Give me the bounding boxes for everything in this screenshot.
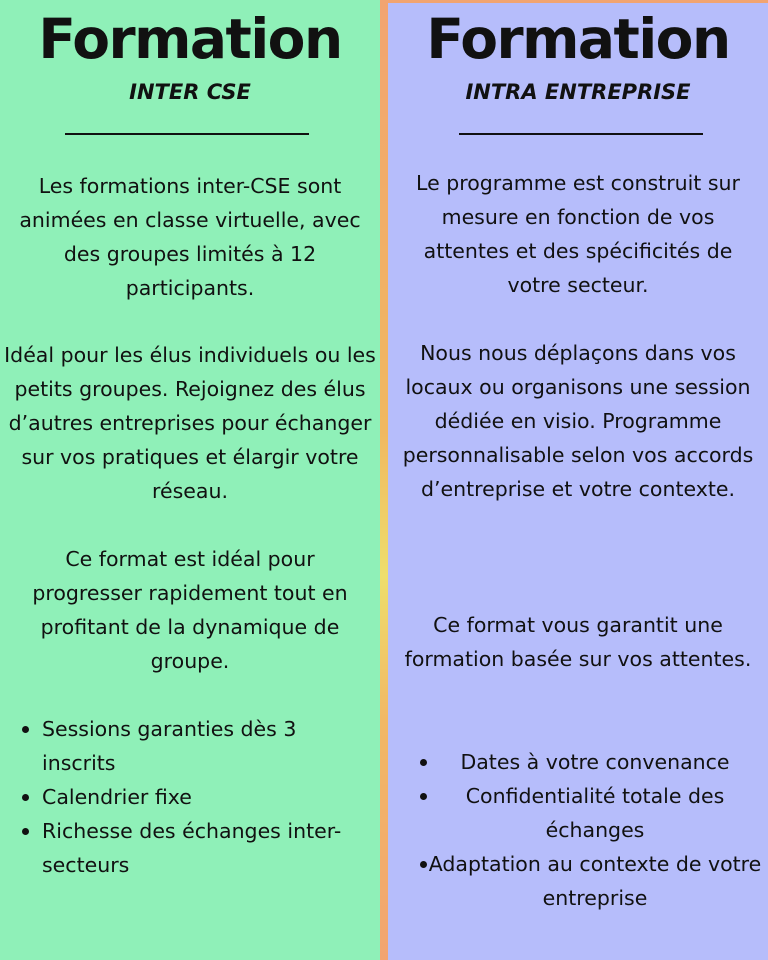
intra-entreprise-paragraph-3: Ce format vous garantit une formation basée sur vos attentes. [404,613,752,671]
intra-entreprise-paragraph-1: Le programme est construit sur mesure en fonction de vos attentes et des spécificités de votre secteur. [416,171,740,297]
column-divider [380,0,388,960]
inter-cse-bullet-list [22,712,374,882]
list-item-text: Adaptation au contexte de votre entreprise [428,852,762,910]
inter-cse-subtitle: INTER CSE [129,80,251,104]
inter-cse-title-rule [65,133,309,135]
inter-cse-paragraph-2: Idéal pour les élus individuels ou les petits groupes. Rejoignez des élus d’autres entreprises pour échanger sur vos pratiques et élargir votre réseau. [4,343,376,503]
intra-entreprise-paragraph-2: Nous nous déplaçons dans vos locaux ou organisons une session dédiée en visio. Programme personnalisable selon vos accords d’entreprise et votre contexte. [402,341,754,501]
intra-entreprise-title-rule [459,133,703,135]
list-item [410,745,762,779]
list-item: Calendrier fixe [22,780,374,814]
intra-entreprise-subtitle: INTRA ENTREPRISE [465,80,691,104]
inter-cse-title: Formation [38,7,342,71]
intra-entreprise-bullet-list [410,745,762,915]
inter-cse-paragraph-1: Les formations inter-CSE sont animées en classe virtuelle, avec des groupes limités à 12 participants. [19,174,361,300]
list-item-text: Dates à votre convenance [460,750,730,774]
list-item: Richesse des échanges inter-secteurs [22,814,374,882]
inter-cse-paragraph-3: Ce format est idéal pour progresser rapidement tout en profitant de la dynamique de groupe. [32,547,348,673]
intra-entreprise-column [388,3,768,960]
list-item [410,779,762,847]
list-item [410,847,762,915]
inter-cse-column [0,0,380,960]
list-item-text: Confidentialité totale des échanges [465,784,725,842]
intra-entreprise-title: Formation [426,7,730,71]
list-item: Sessions garanties dès 3 inscrits [22,712,374,780]
